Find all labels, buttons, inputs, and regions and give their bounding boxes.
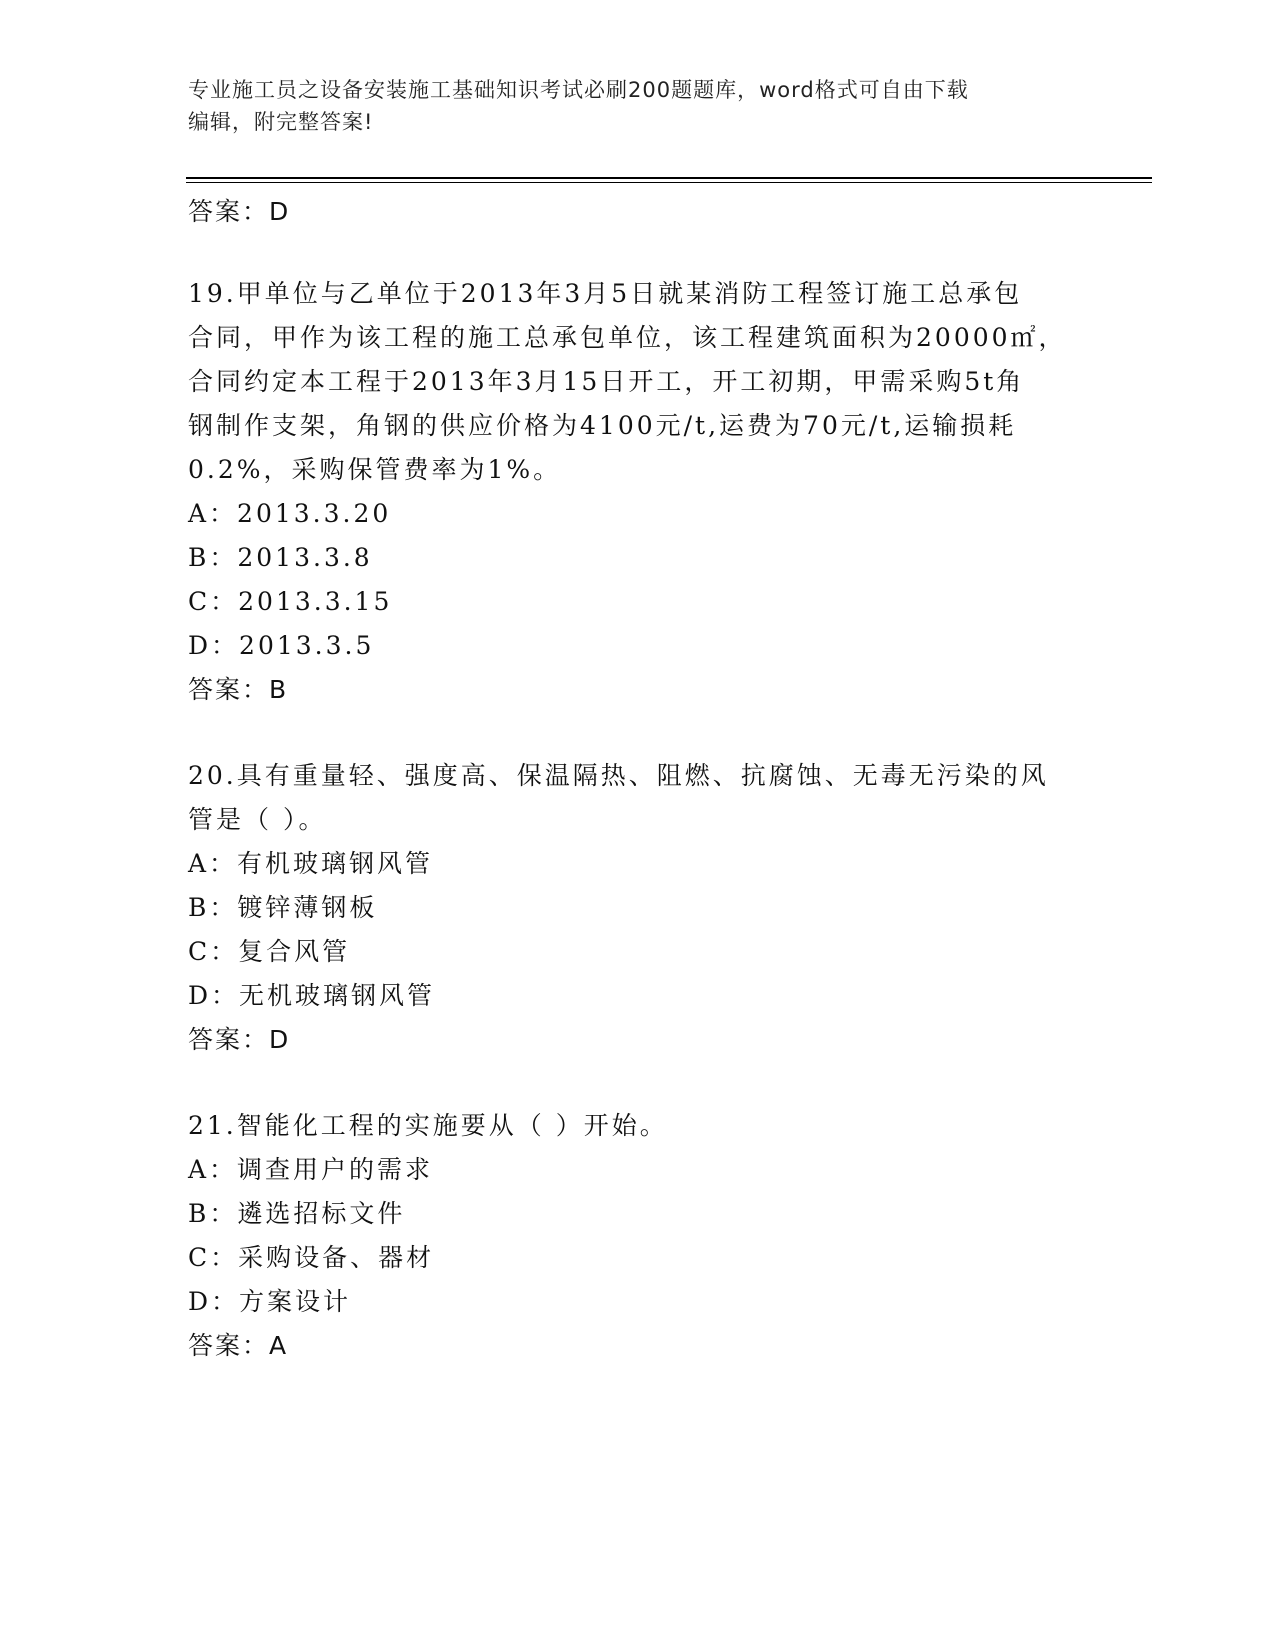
- question-19-text-line: 0.2%，采购保管费率为1%。: [188, 455, 562, 484]
- question-19-option-c: C：2013.3.15: [188, 587, 393, 616]
- header-rule-thick: [186, 177, 1152, 179]
- header-title-line-1: 专业施工员之设备安装施工基础知识考试必刷200题题库，word格式可自由下载: [188, 78, 969, 102]
- question-19-text-line: 合同，甲作为该工程的施工总承包单位，该工程建筑面积为20000㎡，: [188, 323, 1067, 352]
- question-20-option-a: A：有机玻璃钢风管: [188, 849, 434, 878]
- page-header: [188, 74, 1088, 138]
- question-21-option-b: B：遴选招标文件: [188, 1199, 406, 1228]
- header-title-line-2: 编辑，附完整答案!: [188, 110, 374, 134]
- previous-answer: 答案：D: [188, 197, 291, 226]
- question-20-option-c: C：复合风管: [188, 937, 351, 966]
- question-20-option-b: B：镀锌薄钢板: [188, 893, 378, 922]
- question-20-option-d: D：无机玻璃钢风管: [188, 981, 436, 1010]
- question-19-option-a: A：2013.3.20: [188, 499, 392, 528]
- question-21-option-d: D：方案设计: [188, 1287, 352, 1316]
- question-19-text-line: 19.甲单位与乙单位于2013年3月5日就某消防工程签订施工总承包: [188, 279, 1023, 308]
- question-20-answer: 答案：D: [188, 1025, 291, 1054]
- question-19-option-d: D：2013.3.5: [188, 631, 375, 660]
- question-21-option-c: C：采购设备、器材: [188, 1243, 435, 1272]
- header-rule-thin: [186, 182, 1152, 183]
- question-21-option-a: A：调查用户的需求: [188, 1155, 434, 1184]
- question-21-answer: 答案：A: [188, 1331, 289, 1360]
- question-19-text-line: 合同约定本工程于2013年3月15日开工，开工初期，甲需采购5t角: [188, 367, 1025, 396]
- question-19-option-b: B：2013.3.8: [188, 543, 373, 572]
- question-19-text-line: 钢制作支架，角钢的供应价格为4100元/t,运费为70元/t,运输损耗: [188, 411, 1017, 440]
- question-20-text-line: 20.具有重量轻、强度高、保温隔热、阻燃、抗腐蚀、无毒无污染的风: [188, 761, 1049, 790]
- question-21-text-line: 21.智能化工程的实施要从（ ）开始。: [188, 1111, 668, 1140]
- question-20-text-line: 管是（ ）。: [188, 805, 327, 834]
- question-19-answer: 答案：B: [188, 675, 289, 704]
